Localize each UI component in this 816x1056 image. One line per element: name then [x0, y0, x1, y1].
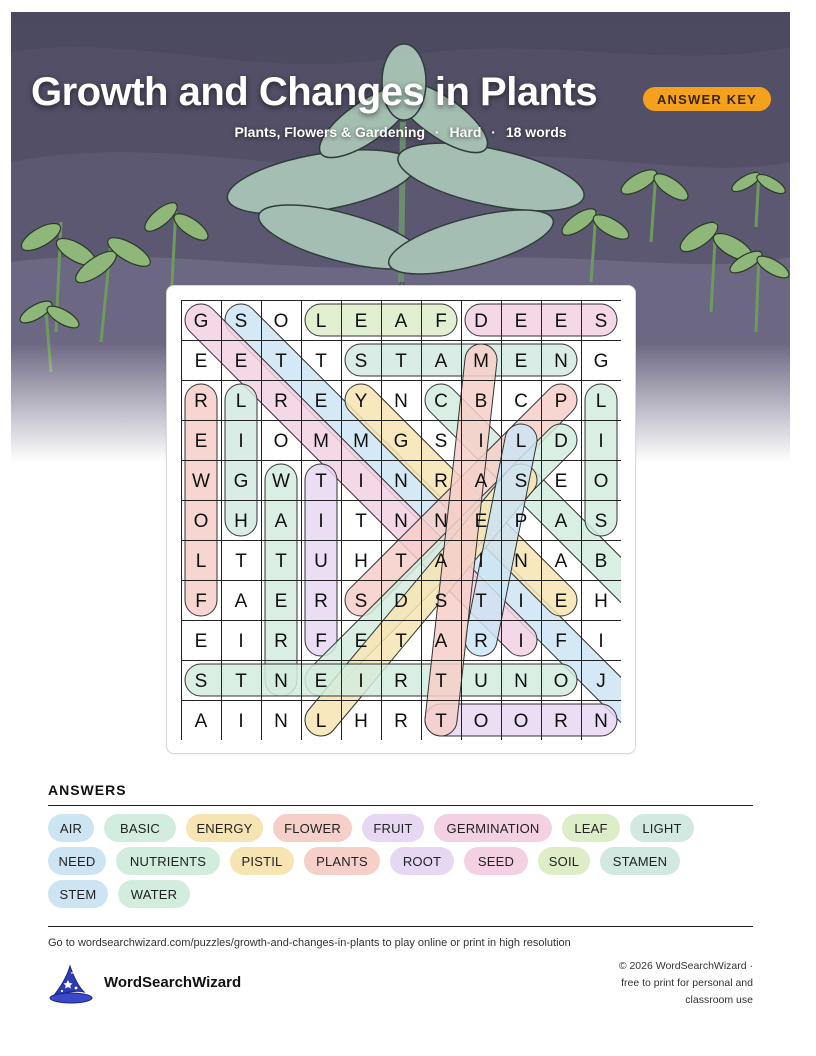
grid-letter: E	[274, 591, 288, 612]
grid-letter: Y	[354, 391, 368, 412]
copyright-notice	[553, 958, 753, 1009]
grid-letter: T	[315, 351, 327, 372]
grid-letter: M	[353, 431, 369, 452]
grid-letter: N	[394, 391, 408, 412]
grid-letter: P	[514, 511, 528, 532]
grid-letter: O	[473, 711, 489, 732]
grid-letter: F	[195, 591, 207, 612]
grid-letter: N	[394, 471, 408, 492]
answer-word-pill: FRUIT	[362, 814, 424, 842]
grid-letter: R	[434, 471, 448, 492]
copyright-line: © 2026 WordSearchWizard ·	[618, 960, 753, 972]
grid-letter: F	[435, 311, 447, 332]
grid-letter: G	[233, 471, 249, 492]
grid-letter: A	[194, 711, 208, 732]
grid-letter: R	[394, 711, 408, 732]
answers-heading: ANSWERS	[48, 782, 127, 798]
grid-letter: O	[553, 671, 569, 692]
grid-letter: I	[478, 431, 484, 452]
grid-letter: R	[274, 631, 288, 652]
answer-word-pill: AIR	[48, 814, 94, 842]
grid-letter: S	[194, 671, 208, 692]
grid-letter: I	[598, 631, 604, 652]
grid-letter: E	[354, 631, 368, 652]
answer-word-pill: ROOT	[390, 847, 454, 875]
answer-word-pill: FLOWER	[273, 814, 352, 842]
grid-letter: R	[554, 711, 568, 732]
grid-letter: S	[434, 431, 448, 452]
wizard-hat-icon	[48, 964, 94, 1004]
grid-letter: S	[354, 591, 368, 612]
grid-letter: J	[596, 671, 606, 692]
grid-letter: F	[315, 631, 327, 652]
grid-letter: O	[593, 471, 609, 492]
grid-letter: A	[434, 631, 448, 652]
grid-letter: I	[318, 511, 324, 532]
word-grid-svg	[181, 300, 621, 740]
puzzle-meta	[11, 124, 790, 140]
separator: ·	[491, 124, 496, 140]
grid-letter: T	[355, 511, 367, 532]
grid-letter: E	[194, 351, 208, 372]
footer-link-text[interactable]: Go to wordsearchwizard.com/puzzles/growth-and-changes-in-plants to play online or print in high resolution	[48, 937, 571, 949]
grid-letter: L	[515, 431, 527, 452]
grid-letter: I	[598, 431, 604, 452]
answer-word-pill: ENERGY	[186, 814, 263, 842]
grid-letter: D	[554, 431, 568, 452]
grid-letter: A	[474, 471, 488, 492]
grid-letter: T	[435, 671, 447, 692]
grid-letter: G	[593, 351, 609, 372]
grid-letter: N	[274, 671, 288, 692]
answer-word-pill: STAMEN	[600, 847, 680, 875]
grid-letter: N	[434, 511, 448, 532]
grid-letter: P	[554, 391, 568, 412]
grid-letter: W	[192, 471, 210, 492]
grid-letter: A	[434, 551, 448, 572]
grid-letter: H	[594, 591, 608, 612]
answer-word-pill: LEAF	[562, 814, 620, 842]
grid-letter: B	[594, 551, 608, 572]
grid-letter: L	[595, 391, 607, 412]
grid-letter: F	[555, 631, 567, 652]
grid-letter: I	[358, 671, 364, 692]
answer-word-pill: PLANTS	[304, 847, 380, 875]
answer-word-pill: NUTRIENTS	[116, 847, 220, 875]
grid-letter: G	[393, 431, 409, 452]
grid-letter: R	[194, 391, 208, 412]
answer-key-badge: ANSWER KEY	[643, 87, 771, 111]
grid-letter: R	[474, 631, 488, 652]
grid-letter: O	[193, 511, 209, 532]
grid-letter: E	[234, 351, 248, 372]
copyright-line: classroom use	[685, 994, 753, 1006]
grid-letter: T	[275, 551, 287, 572]
grid-letter: U	[314, 551, 328, 572]
grid-letter: T	[395, 351, 407, 372]
grid-letter: I	[358, 471, 364, 492]
grid-letter: A	[554, 511, 568, 532]
grid-letter: H	[234, 511, 248, 532]
grid-letter: S	[594, 311, 608, 332]
grid-letter: E	[554, 311, 568, 332]
grid-letter: T	[315, 471, 327, 492]
word-count-label: 18 words	[505, 124, 567, 140]
grid-letter: A	[274, 511, 288, 532]
grid-letter: I	[518, 591, 524, 612]
grid-letter: H	[354, 711, 368, 732]
answer-word-pill: BASIC	[104, 814, 176, 842]
divider	[48, 805, 753, 806]
grid-letter: C	[434, 391, 448, 412]
grid-letter: E	[514, 311, 528, 332]
grid-letter: T	[235, 671, 247, 692]
grid-letter: R	[274, 391, 288, 412]
grid-letter: L	[235, 391, 247, 412]
answer-word-pill: STEM	[48, 880, 108, 908]
grid-letter: T	[395, 631, 407, 652]
grid-letter: O	[273, 311, 289, 332]
grid-letter: L	[315, 311, 327, 332]
grid-letter: N	[514, 671, 528, 692]
grid-letter: T	[475, 591, 487, 612]
grid-letter: R	[394, 671, 408, 692]
grid-letter: T	[235, 551, 247, 572]
grid-letter: S	[434, 591, 448, 612]
answer-word-pill: PISTIL	[230, 847, 294, 875]
grid-letter: M	[473, 351, 489, 372]
grid-letter: E	[194, 631, 208, 652]
grid-letter: N	[594, 711, 608, 732]
answer-word-pill: SOIL	[538, 847, 590, 875]
grid-letter: O	[273, 431, 289, 452]
grid-letter: S	[234, 311, 248, 332]
grid-letter: A	[394, 311, 408, 332]
grid-letter: A	[554, 551, 568, 572]
grid-letter: E	[194, 431, 208, 452]
grid-letter: E	[554, 591, 568, 612]
grid-letter: M	[313, 431, 329, 452]
grid-letter: I	[518, 631, 524, 652]
answer-word-pill: NEED	[48, 847, 106, 875]
grid-letter: D	[474, 311, 488, 332]
answer-word-pill: LIGHT	[630, 814, 694, 842]
grid-letter: E	[474, 511, 488, 532]
grid-letter: O	[513, 711, 529, 732]
grid-letter: S	[514, 471, 528, 492]
grid-letter: I	[238, 711, 244, 732]
divider	[48, 926, 753, 927]
grid-letter: A	[434, 351, 448, 372]
grid-letter: C	[514, 391, 528, 412]
grid-letter: S	[354, 351, 368, 372]
grid-letter: L	[315, 711, 327, 732]
separator: ·	[434, 124, 440, 140]
difficulty-label: Hard	[449, 124, 482, 140]
grid-letter: L	[195, 551, 207, 572]
grid-letter: U	[474, 671, 488, 692]
grid-letter: A	[234, 591, 248, 612]
grid-letter: I	[238, 631, 244, 652]
grid-letter: E	[314, 391, 328, 412]
grid-letter: H	[354, 551, 368, 572]
grid-letter: S	[594, 511, 608, 532]
answer-word-pill: WATER	[118, 880, 190, 908]
grid-letter: T	[435, 711, 447, 732]
grid-letter: E	[314, 671, 328, 692]
grid-letter: T	[275, 351, 287, 372]
grid-letter: B	[474, 391, 488, 412]
answer-word-pill: SEED	[464, 847, 528, 875]
grid-letter: N	[554, 351, 568, 372]
grid-letter: R	[314, 591, 328, 612]
grid-letter: N	[514, 551, 528, 572]
answer-word-pill: GERMINATION	[434, 814, 552, 842]
grid-letter: N	[274, 711, 288, 732]
grid-letter: D	[394, 591, 408, 612]
grid-letter: E	[554, 471, 568, 492]
grid-letter: N	[394, 511, 408, 532]
grid-letter: T	[395, 551, 407, 572]
grid-letter: E	[514, 351, 528, 372]
grid-letter: E	[354, 311, 368, 332]
puzzle-title: Growth and Changes in Plants	[31, 70, 598, 114]
category-label: Plants, Flowers & Gardening	[234, 124, 426, 140]
grid-letter: I	[238, 431, 244, 452]
word-grid	[181, 300, 621, 740]
copyright-line: free to print for personal and	[621, 977, 753, 989]
grid-letter: G	[193, 311, 209, 332]
brand-name: WordSearchWizard	[104, 974, 242, 991]
grid-letter: W	[272, 471, 290, 492]
grid-letter: I	[478, 551, 484, 572]
